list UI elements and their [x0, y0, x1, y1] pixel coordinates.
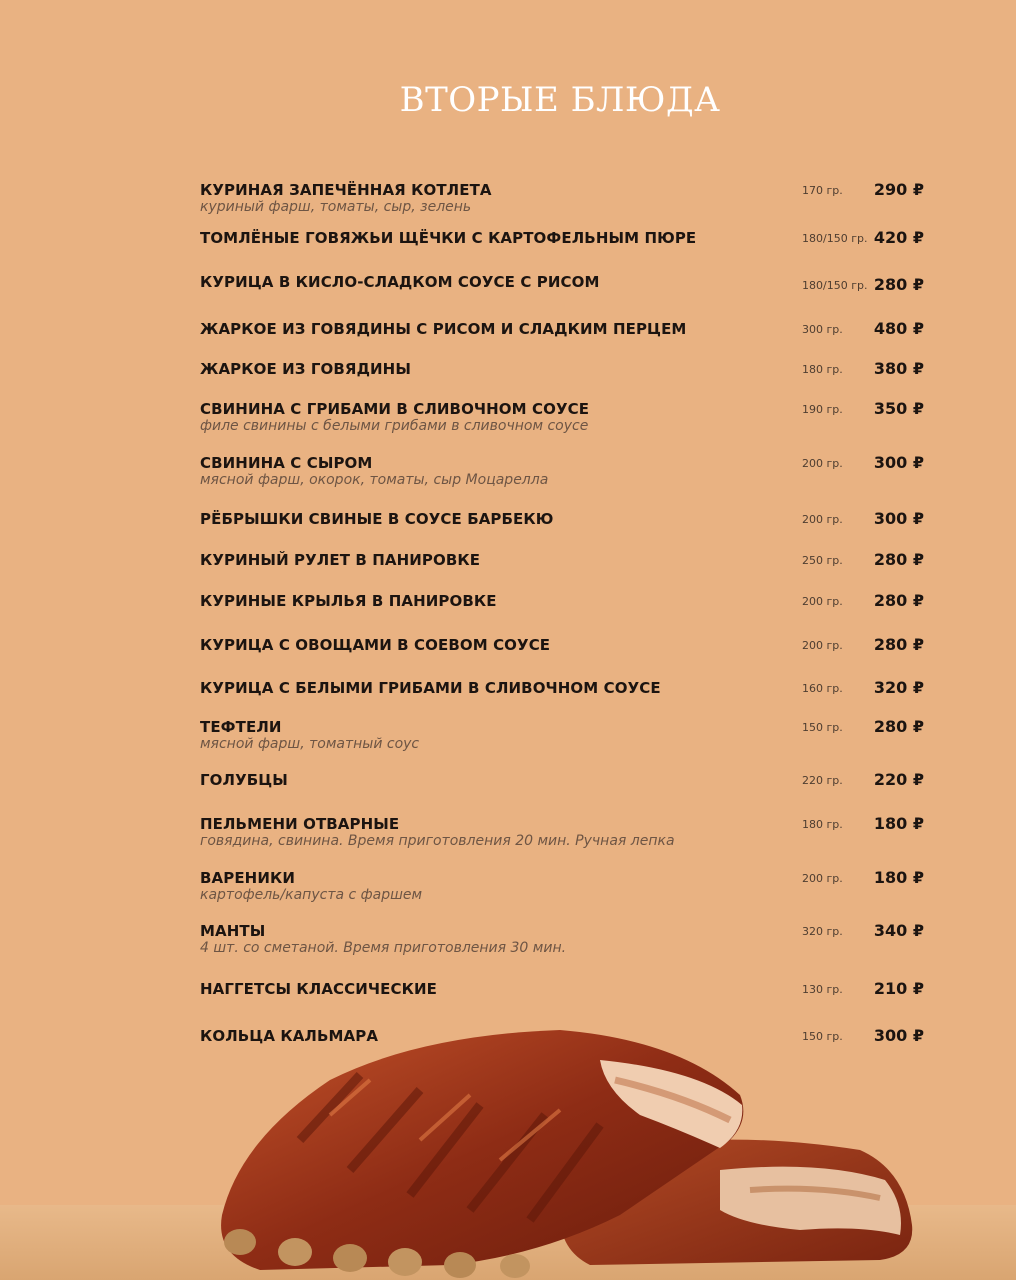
item-name: ЖАРКОЕ ИЗ ГОВЯДИНЫ С РИСОМ И СЛАДКИМ ПЕРЦЕМ — [200, 320, 687, 338]
item-weight: 180/150 гр. — [802, 279, 868, 292]
item-description: мясной фарш, окорок, томаты, сыр Моцарелла — [200, 472, 549, 488]
menu-item — [200, 273, 930, 313]
item-weight: 180/150 гр. — [802, 232, 868, 245]
item-name: МАНТЫ — [200, 922, 266, 940]
item-name: СВИНИНА С СЫРОМ — [200, 454, 373, 472]
item-price: 320 ₽ — [873, 678, 924, 697]
item-description: мясной фарш, томатный соус — [200, 736, 420, 752]
page-title: ВТОРЫЕ БЛЮДА — [399, 80, 721, 120]
item-name: КУРИНЫЕ КРЫЛЬЯ В ПАНИРОВКЕ — [200, 592, 497, 610]
item-price: 290 ₽ — [873, 180, 924, 199]
item-name: КУРИЦА В КИСЛО-СЛАДКОМ СОУСЕ С РИСОМ — [200, 273, 600, 291]
item-weight: 190 гр. — [802, 403, 843, 416]
item-description: филе свинины с белыми грибами в сливочном соусе — [200, 418, 589, 434]
menu-item — [200, 510, 930, 550]
item-price: 300 ₽ — [873, 1026, 924, 1045]
item-weight: 250 гр. — [802, 554, 843, 567]
item-weight: 220 гр. — [802, 774, 843, 787]
menu-item — [200, 592, 930, 632]
item-name: КУРИНАЯ ЗАПЕЧЁННАЯ КОТЛЕТА — [200, 181, 492, 199]
item-description: 4 шт. со сметаной. Время приготовления 30 мин. — [200, 940, 567, 956]
menu-item — [200, 980, 930, 1020]
item-description: картофель/капуста с фаршем — [200, 887, 423, 903]
item-weight: 180 гр. — [802, 363, 843, 376]
item-weight: 200 гр. — [802, 595, 843, 608]
item-price: 210 ₽ — [873, 979, 924, 998]
menu-item — [200, 320, 930, 360]
item-weight: 200 гр. — [802, 513, 843, 526]
menu-item — [200, 922, 930, 962]
menu-item — [200, 679, 930, 719]
item-weight: 130 гр. — [802, 983, 843, 996]
bbq-ribs-photo — [0, 1020, 1016, 1280]
item-name: КУРИЦА С ОВОЩАМИ В СОЕВОМ СОУСЕ — [200, 636, 551, 654]
item-name: ГОЛУБЦЫ — [200, 771, 288, 789]
item-name: СВИНИНА С ГРИБАМИ В СЛИВОЧНОМ СОУСЕ — [200, 400, 590, 418]
item-price: 380 ₽ — [873, 359, 924, 378]
menu-item — [200, 815, 930, 855]
item-description: куриный фарш, томаты, сыр, зелень — [200, 199, 472, 215]
item-price: 280 ₽ — [873, 717, 924, 736]
item-weight: 150 гр. — [802, 721, 843, 734]
item-weight: 200 гр. — [802, 639, 843, 652]
item-name: КУРИЦА С БЕЛЫМИ ГРИБАМИ В СЛИВОЧНОМ СОУСЕ — [200, 679, 661, 697]
menu-item — [200, 718, 930, 758]
item-weight: 320 гр. — [802, 925, 843, 938]
item-name: ТЕФТЕЛИ — [200, 718, 282, 736]
item-name: РЁБРЫШКИ СВИНЫЕ В СОУСЕ БАРБЕКЮ — [200, 510, 554, 528]
item-name: ТОМЛЁНЫЕ ГОВЯЖЬИ ЩЁЧКИ С КАРТОФЕЛЬНЫМ ПЮРЕ — [200, 229, 697, 247]
item-name: ПЕЛЬМЕНИ ОТВАРНЫЕ — [200, 815, 400, 833]
menu-item — [200, 551, 930, 591]
item-price: 280 ₽ — [873, 635, 924, 654]
menu-item — [200, 360, 930, 400]
menu-item — [200, 454, 930, 494]
menu-item — [200, 229, 930, 269]
item-price: 300 ₽ — [873, 509, 924, 528]
item-price: 300 ₽ — [873, 453, 924, 472]
item-price: 280 ₽ — [873, 550, 924, 569]
item-name: НАГГЕТСЫ КЛАССИЧЕСКИЕ — [200, 980, 437, 998]
menu-item — [200, 181, 930, 221]
item-price: 350 ₽ — [873, 399, 924, 418]
item-price: 280 ₽ — [873, 591, 924, 610]
menu-item — [200, 771, 930, 811]
item-name: КОЛЬЦА КАЛЬМАРА — [200, 1027, 379, 1045]
item-price: 280 ₽ — [873, 275, 924, 294]
item-price: 480 ₽ — [873, 319, 924, 338]
item-name: ЖАРКОЕ ИЗ ГОВЯДИНЫ — [200, 360, 411, 378]
item-price: 180 ₽ — [873, 814, 924, 833]
item-price: 340 ₽ — [873, 921, 924, 940]
item-price: 220 ₽ — [873, 770, 924, 789]
item-name: КУРИНЫЙ РУЛЕТ В ПАНИРОВКЕ — [200, 551, 481, 569]
item-weight: 150 гр. — [802, 1030, 843, 1043]
item-weight: 200 гр. — [802, 872, 843, 885]
item-description: говядина, свинина. Время приготовления 20 мин. Ручная лепка — [200, 833, 675, 849]
menu-item — [200, 869, 930, 909]
item-weight: 160 гр. — [802, 682, 843, 695]
item-name: ВАРЕНИКИ — [200, 869, 296, 887]
menu-item — [200, 636, 930, 676]
item-weight: 170 гр. — [802, 184, 843, 197]
item-weight: 200 гр. — [802, 457, 843, 470]
item-price: 420 ₽ — [873, 228, 924, 247]
menu-item — [200, 400, 930, 440]
item-price: 180 ₽ — [873, 868, 924, 887]
item-weight: 180 гр. — [802, 818, 843, 831]
item-weight: 300 гр. — [802, 323, 843, 336]
